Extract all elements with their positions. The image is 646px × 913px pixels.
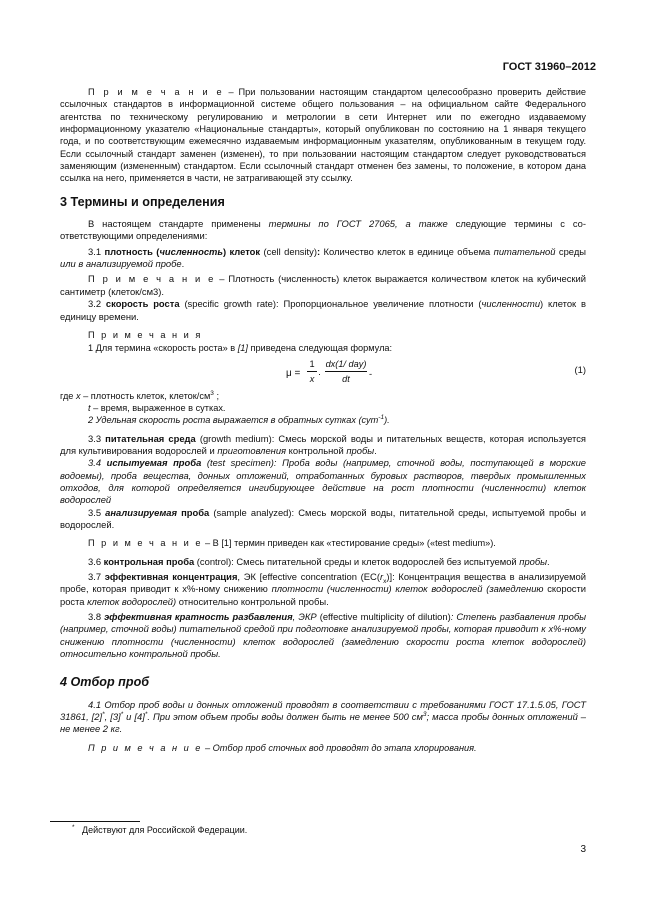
note-label: П р и м е ч а н и е <box>88 87 224 97</box>
definition-italic: : Степень разбавления пробы (например, сточной воды) питательной средой при подготовке анализируемой пробы, которая приводит к x%-ному снижению плотности (численности) клеток водорослей (замедлению скорости роста клеток водорослей) относительно контрольной пробы. <box>60 611 587 660</box>
footnote-mark: * <box>120 710 124 718</box>
note-references <box>60 86 586 185</box>
text: ; <box>213 390 220 401</box>
superscript: 3 <box>210 389 214 397</box>
note-3-2-1 <box>60 342 586 354</box>
definition: . <box>181 258 185 270</box>
term-name: испытуемая проба <box>106 457 202 469</box>
text: – плотность клеток, клеток/см <box>80 390 211 401</box>
section-heading-sampling: 4 Отбор проб <box>60 675 150 690</box>
term-name: проба <box>177 506 210 518</box>
terms-intro <box>60 218 586 243</box>
formula-where-x <box>60 390 586 402</box>
term-3-3 <box>60 433 586 458</box>
note-text: – При пользовании настоящим стандартом целесообразно проверить действие ссылочных стандартов в информационной системе общего пользования – на официальном сайте Федерального агентства по техническому регулированию и метрологии в сети Интернет или по ежегодно издаваемому информационному указателю «Национальные стандарты», который опубликован по состоянию на 1 января текущего года, и по соответствующим ежемесячно издаваемым информационным указателям, опубликованным в текущем году. Если ссылочный стандарт заменен (изменен), то при пользовании настоящим стандартом следует руководствоваться заменяющим (измененным) стандартом. Если ссылочный стандарт отменен без замены, то положение, в котором дана ссылка на него, применяется в части, не затрагивающей эту ссылку. <box>60 87 586 184</box>
definition-italic: или в анализируемой пробе <box>60 258 182 270</box>
term-3-8 <box>60 611 586 660</box>
fraction-2-denominator: dt <box>342 373 350 384</box>
footnote-mark: * <box>72 824 75 831</box>
variable: t <box>88 402 91 413</box>
fraction-1-denominator: x <box>309 373 315 384</box>
footnote-divider <box>50 821 140 822</box>
term-number: 3.2 <box>88 298 106 310</box>
text: . При этом объем пробы воды должен быть не менее 500 см <box>147 711 423 723</box>
definition: Количество клеток в единице объема <box>323 245 494 257</box>
term-english: (cell density) <box>260 245 317 257</box>
definition-italic: приготовления <box>217 444 287 456</box>
definition: ) клеток в единицу времени. <box>60 298 586 322</box>
formula-dot: · <box>318 367 322 379</box>
term-english: (effective multiplicity of dilution) <box>316 611 451 623</box>
text: и [4] <box>123 711 145 723</box>
text: 4.1 Отбор проб воды и донных отложений проводят в соответствии с требованиями ГОСТ 17.1.5.05, ГОСТ 31861, [2] <box>60 698 586 723</box>
definition: контрольной <box>286 444 347 456</box>
fraction-1-numerator: 1 <box>307 358 317 372</box>
term-name: питательная среда <box>105 432 196 444</box>
term-number: 3.3 <box>88 432 106 444</box>
definition: . <box>374 444 377 456</box>
text: – время, выраженное в сутках. <box>90 402 226 413</box>
note-text: ). <box>384 415 390 426</box>
term-english: (specific growth rate) <box>179 298 276 310</box>
text-italic: термины по ГОСТ 27065, а также <box>268 218 448 230</box>
definition: относительно контрольной пробы. <box>176 595 329 607</box>
text: ; масса пробы донных отложений – не менее 2 кг. <box>60 711 586 735</box>
footnote-text: Действуют для Российской Федерации. <box>82 825 248 835</box>
note-4-1 <box>60 742 586 754</box>
fraction-2 <box>325 358 367 386</box>
term-name: эффективная концентрация <box>104 571 238 582</box>
page-number: 3 <box>580 844 586 855</box>
formula-where-t <box>60 402 586 414</box>
text: , [3] <box>104 711 121 723</box>
note-text: 1 Для термина «скорость роста» в <box>88 343 238 354</box>
note-3-2-2 <box>60 414 586 426</box>
term-name-italic: численность <box>159 245 223 257</box>
colon: : <box>316 245 324 257</box>
term-english: (control) <box>194 555 232 567</box>
term-number: 3.8 <box>88 611 105 623</box>
definition: : Смесь морской воды и питательных веществ, которая используется для культивирования водорослей и <box>60 432 587 456</box>
definition-italic: питательной <box>493 245 556 257</box>
term-name-italic: анализируемая <box>105 506 178 518</box>
note-text: – В [1] термин приведен как «тестирование среды» («test medium»). <box>202 538 496 549</box>
document-code: ГОСТ 31960–2012 <box>502 61 596 73</box>
section-heading-terms: 3 Термины и определения <box>60 194 225 209</box>
definition: : Концентрация вещества в анализируемой пробе, которая приводит к x%-ному снижению <box>60 571 587 595</box>
term-english: (sample analyzed) <box>209 506 292 518</box>
fraction-1 <box>307 358 317 386</box>
note-text: 2 Удельная скорость роста выражается в обратных сутках (сут <box>88 415 379 426</box>
definition: : Смесь морской воды, питательной среды, испытуемой пробы и водорослей. <box>60 506 587 530</box>
subscript: x <box>383 577 387 585</box>
definition-italic: клеток водорослей) <box>87 595 177 607</box>
footnote-mark: * <box>144 710 148 718</box>
note-3-1 <box>60 273 586 298</box>
note-label: П р и м е ч а н и е <box>88 742 203 753</box>
formula-lhs: μ = <box>286 367 301 379</box>
superscript: -1 <box>378 414 385 422</box>
term-english: (growth medium) <box>195 432 272 444</box>
term-abbreviation: , ЭК [effective concentration (EC( <box>237 571 380 582</box>
note-label: П р и м е ч а н и е <box>88 538 203 549</box>
equation-number: (1) <box>574 363 586 375</box>
term-number: 3.1 <box>88 245 105 257</box>
reference: [1] <box>237 343 248 354</box>
formula-growth-rate <box>60 358 586 390</box>
note-label: П р и м е ч а н и е <box>88 273 216 285</box>
definition: : Пропорциональное увеличение плотности ( <box>276 298 482 310</box>
term-abbreviation: , ЭКР <box>292 611 317 623</box>
variable: r <box>379 571 384 582</box>
term-number: 3.5 <box>88 506 106 518</box>
definition-italic: плотности (численности) клеток водорослей (замедлению <box>271 583 544 595</box>
note-text: – Плотность (численность) клеток выражается количеством клеток на кубический сантиметр (клеток/см3). <box>60 273 586 297</box>
variable: x <box>75 390 81 401</box>
note-text: – Отбор проб сточных вод проводят до этапа хлорирования. <box>202 742 477 753</box>
definition: : Смесь питательной среды и клеток водорослей без испытуемой <box>231 555 520 567</box>
term-number: 3.6 <box>88 555 104 567</box>
term-name-italic: эффективная кратность разбавления <box>104 611 293 623</box>
term-abbreviation: )] <box>386 571 393 582</box>
notes-label: П р и м е ч а н и я <box>88 329 203 340</box>
term-3-7 <box>60 571 586 608</box>
term-3-6 <box>60 556 586 568</box>
definition: среды <box>555 245 587 257</box>
note-3-5 <box>60 537 586 549</box>
formula-end: - <box>369 367 373 379</box>
text: следующие термины с соответствующими определениями: <box>60 218 586 242</box>
term-3-4 <box>60 457 586 506</box>
notes-3-2-label <box>60 329 586 341</box>
definition: . <box>547 555 550 567</box>
term-number: 3.4 <box>88 457 107 469</box>
text: где <box>60 390 76 401</box>
definition-italic: пробы <box>519 555 548 567</box>
term-3-1 <box>60 246 586 271</box>
term-3-2 <box>60 298 586 323</box>
definition-italic: численности <box>481 298 541 310</box>
definition: (test specimen): Проба воды (например, сточной воды, поступающей в морские водоемы), проба вещества, донных отложений, отработанных буровых растворов, твердых промышленных отходов, для которой определяется ингибирующее действие на рост плотности (численности) клеток водорослей <box>60 457 586 506</box>
superscript: 3 <box>422 710 427 718</box>
footnote <box>72 825 247 835</box>
definition: скорости роста <box>60 583 587 607</box>
footnote-mark: * <box>102 710 105 718</box>
term-name: контрольная проба <box>103 555 195 567</box>
term-name: ) клеток <box>222 245 261 257</box>
fraction-2-numerator: dx(1/ day) <box>325 358 367 372</box>
paragraph-4-1 <box>60 699 586 736</box>
term-name: плотность ( <box>104 245 160 257</box>
term-3-5 <box>60 507 586 532</box>
note-text: приведена следующая формула: <box>247 343 393 354</box>
definition-italic: пробы <box>346 444 375 456</box>
page-content <box>60 86 586 754</box>
term-number: 3.7 <box>88 571 105 582</box>
text: В настоящем стандарте применены <box>88 218 269 230</box>
term-name: скорость роста <box>105 298 180 310</box>
